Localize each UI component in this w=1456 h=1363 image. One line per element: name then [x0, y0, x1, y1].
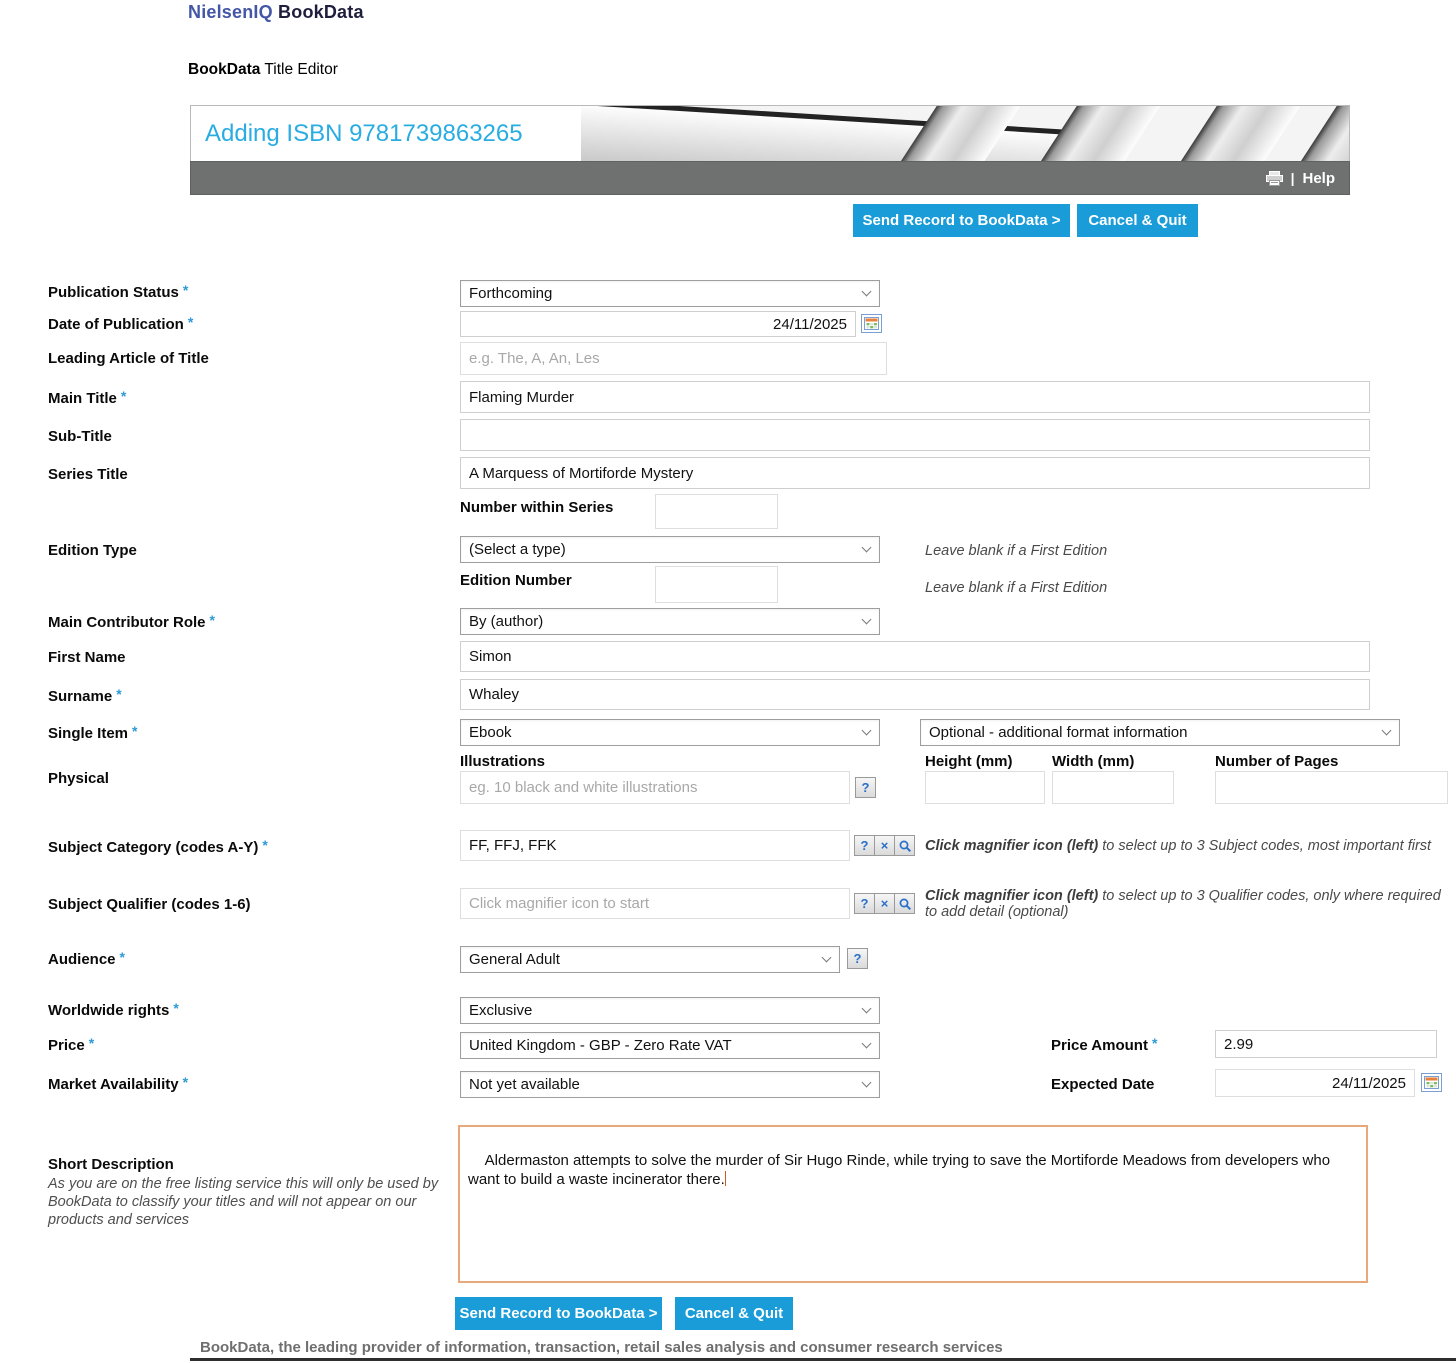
audience-label: Audience *: [48, 949, 125, 968]
required-marker: *: [182, 282, 189, 298]
subject-category-tools: [855, 835, 915, 856]
height-label: Height (mm): [925, 753, 1013, 770]
main-contributor-role-select[interactable]: By (author): [460, 608, 880, 635]
chevron-down-icon: [862, 725, 872, 735]
edition-type-label: Edition Type: [48, 542, 137, 559]
short-description-label: Short Description: [48, 1156, 174, 1173]
expected-date-label: Expected Date: [1051, 1076, 1155, 1093]
cancel-quit-button-top[interactable]: Cancel & Quit: [1077, 204, 1198, 237]
chevron-down-icon: [862, 1077, 872, 1087]
subject-category-magnifier-button[interactable]: [894, 835, 915, 856]
banner-heading: Adding ISBN 9781739863265: [205, 120, 523, 147]
subject-category-note: Click magnifier icon (left) to select up to 3 Subject codes, most important first: [925, 838, 1432, 854]
pages-label: Number of Pages: [1215, 753, 1339, 770]
page-title: BookData Title Editor: [188, 61, 338, 78]
pages-input[interactable]: [1215, 771, 1448, 804]
short-description-textarea[interactable]: [458, 1125, 1368, 1283]
date-of-publication-label: Date of Publication *: [48, 314, 194, 333]
help-link[interactable]: Help: [1302, 169, 1335, 187]
required-marker: *: [120, 388, 127, 404]
edition-type-note: Leave blank if a First Edition: [925, 543, 1108, 559]
surname-label: Surname *: [48, 686, 122, 705]
physical-label: Physical: [48, 770, 109, 787]
book-edge-decoration: [581, 106, 1124, 161]
required-marker: *: [209, 612, 215, 628]
expected-date-input[interactable]: [1215, 1069, 1415, 1097]
chevron-down-icon: [862, 542, 872, 552]
subject-qualifier-magnifier-button[interactable]: [894, 893, 915, 914]
chevron-down-icon: [862, 1038, 872, 1048]
subject-qualifier-note: Click magnifier icon (left) to select up to 3 Qualifier codes, only where required to add detail (optional): [925, 888, 1441, 920]
required-marker: *: [173, 1000, 179, 1016]
price-label: Price *: [48, 1035, 95, 1054]
subject-qualifier-help-button[interactable]: ?: [854, 893, 875, 914]
price-amount-label: Price Amount *: [1051, 1035, 1158, 1054]
send-record-button-top[interactable]: Send Record to BookData >: [853, 204, 1070, 237]
audience-help-button[interactable]: ?: [847, 948, 868, 969]
required-marker: *: [262, 837, 268, 853]
subject-category-input[interactable]: [460, 830, 850, 861]
audience-select[interactable]: General Adult: [460, 946, 840, 973]
required-marker: *: [187, 314, 194, 330]
number-within-series-label: Number within Series: [460, 499, 614, 516]
single-item-select[interactable]: Ebook: [460, 719, 880, 746]
magnifier-icon: [898, 897, 912, 911]
main-contributor-role-label: Main Contributor Role *: [48, 612, 215, 631]
chevron-down-icon: [862, 614, 872, 624]
surname-input[interactable]: [460, 679, 1370, 710]
optional-format-select[interactable]: Optional - additional format information: [920, 719, 1400, 746]
short-description-text: Aldermaston attempts to solve the murder of Sir Hugo Rinde, while trying to save the Mortiforde Meadows from developers who want to build a waste incinerator there.: [468, 1151, 1335, 1188]
short-description-helper: As you are on the free listing service this will only be used by BookData to classify your titles and will not appear on our products and services: [48, 1176, 439, 1229]
main-title-label: Main Title *: [48, 388, 127, 407]
cancel-quit-button-bottom[interactable]: Cancel & Quit: [675, 1297, 793, 1330]
leading-article-input[interactable]: [460, 342, 887, 375]
chevron-down-icon: [862, 1003, 872, 1013]
price-amount-input[interactable]: [1215, 1030, 1437, 1058]
market-availability-select[interactable]: Not yet available: [460, 1071, 880, 1098]
subject-category-clear-button[interactable]: ×: [874, 835, 895, 856]
nielseniq-bookdata-logo: [188, 2, 364, 23]
required-marker: *: [182, 1074, 189, 1090]
price-select[interactable]: United Kingdom - GBP - Zero Rate VAT: [460, 1032, 880, 1059]
toolbar-divider: |: [1290, 170, 1295, 186]
sub-title-input[interactable]: [460, 419, 1370, 451]
edition-number-input[interactable]: [655, 566, 778, 603]
width-label: Width (mm): [1052, 753, 1135, 770]
date-of-publication-input[interactable]: [460, 311, 856, 337]
footer-tagline: BookData, the leading provider of information, transaction, retail sales analysis and consumer research services: [200, 1339, 1003, 1356]
chevron-down-icon: [822, 952, 832, 962]
required-marker: *: [116, 686, 122, 702]
subject-qualifier-tools: [855, 893, 915, 914]
edition-type-select[interactable]: (Select a type): [460, 536, 880, 563]
worldwide-rights-label: Worldwide rights *: [48, 1000, 179, 1019]
required-marker: *: [88, 1035, 95, 1051]
first-name-input[interactable]: [460, 641, 1370, 672]
market-availability-label: Market Availability *: [48, 1074, 189, 1093]
width-input[interactable]: [1052, 771, 1174, 804]
publication-status-label: Publication Status *: [48, 282, 189, 301]
main-title-input[interactable]: [460, 381, 1370, 413]
subject-qualifier-label: Subject Qualifier (codes 1-6): [48, 896, 251, 913]
sub-title-label: Sub-Title: [48, 428, 112, 445]
edition-number-note: Leave blank if a First Edition: [925, 580, 1108, 596]
illustrations-label: Illustrations: [460, 753, 546, 770]
required-marker: *: [119, 949, 125, 965]
subject-qualifier-clear-button[interactable]: ×: [874, 893, 895, 914]
logo-primary: NielsenIQ: [188, 2, 273, 22]
print-icon[interactable]: [1266, 171, 1283, 186]
expected-date-calendar-button[interactable]: [1421, 1073, 1442, 1092]
subject-qualifier-input[interactable]: [460, 888, 850, 919]
single-item-label: Single Item *: [48, 723, 138, 742]
magnifier-icon: [898, 839, 912, 853]
publication-status-select[interactable]: Forthcoming: [460, 280, 880, 307]
banner-toolbar: [190, 161, 1350, 195]
height-input[interactable]: [925, 771, 1045, 804]
chevron-down-icon: [862, 286, 872, 296]
text-cursor: [725, 1171, 727, 1186]
series-title-label: Series Title: [48, 466, 128, 483]
illustrations-help-button[interactable]: ?: [855, 777, 876, 798]
series-title-input[interactable]: [460, 457, 1370, 489]
required-marker: *: [132, 723, 138, 739]
footer-divider: [190, 1358, 1456, 1361]
calendar-icon: [1424, 1076, 1439, 1089]
subject-category-label: Subject Category (codes A-Y) *: [48, 837, 268, 856]
book-edge-decoration: [1137, 106, 1316, 161]
book-edges-image: [581, 106, 1349, 161]
leading-article-label: Leading Article of Title: [48, 350, 209, 367]
worldwide-rights-select[interactable]: Exclusive: [460, 997, 880, 1024]
first-name-label: First Name: [48, 649, 126, 666]
send-record-button-bottom[interactable]: Send Record to BookData >: [455, 1297, 662, 1330]
number-within-series-input[interactable]: [655, 494, 778, 529]
calendar-icon: [864, 317, 879, 330]
calendar-icon-button[interactable]: [861, 314, 882, 333]
logo-secondary: BookData: [272, 2, 364, 22]
subject-category-help-button[interactable]: ?: [854, 835, 875, 856]
illustrations-input[interactable]: [460, 771, 850, 804]
required-marker: *: [1151, 1035, 1158, 1051]
isbn-banner: [190, 105, 1350, 161]
edition-number-label: Edition Number: [460, 572, 572, 589]
chevron-down-icon: [1382, 725, 1392, 735]
